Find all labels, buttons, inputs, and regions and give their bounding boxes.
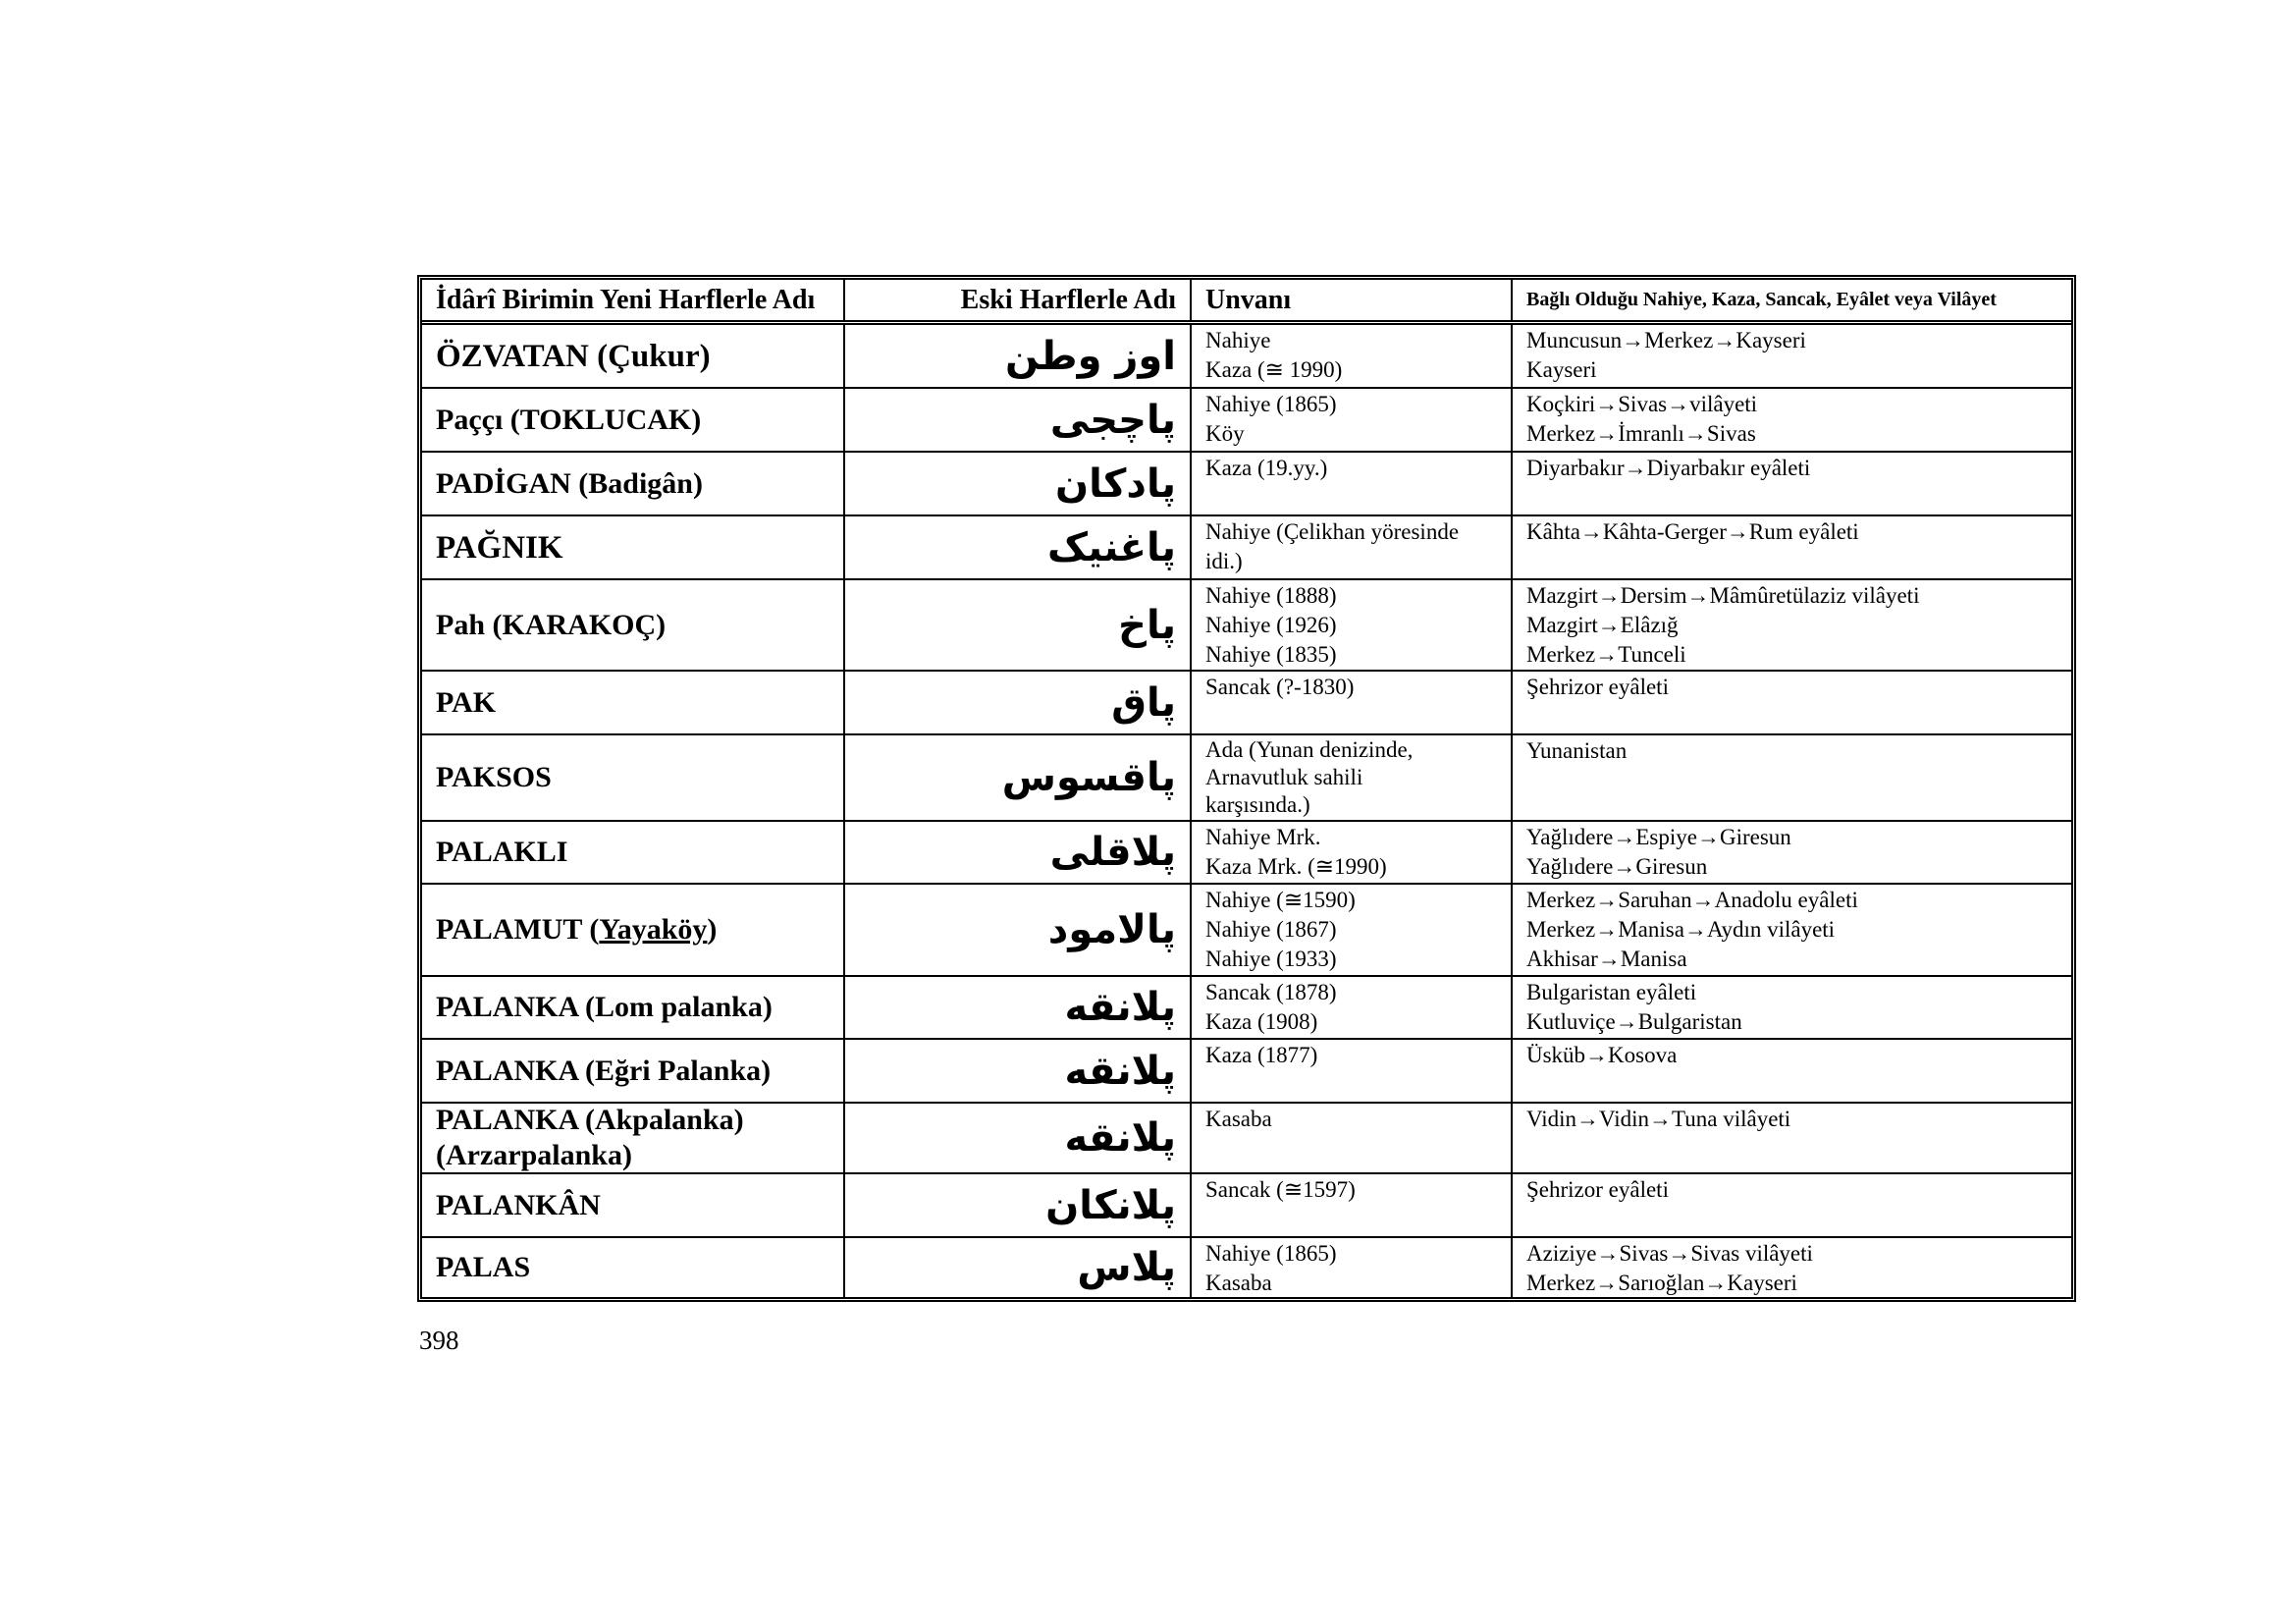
unit-titles: Nahiye Kaza (≅ 1990) [1190, 325, 1511, 387]
unit-name: PALANKÂN [436, 1188, 601, 1221]
data-table [417, 275, 2076, 1302]
unit-titles: Kasaba [1190, 1104, 1511, 1172]
unit-name: PALAKLI [436, 836, 568, 868]
unit-affiliations: Aziziye→Sivas→Sivas vilâyeti Merkez→Sarıoğlan→Kayseri [1511, 1238, 2071, 1297]
unit-name: PALANKA (Akpalanka) (Arzarpalanka) [436, 1104, 744, 1171]
page-number: 398 [419, 1326, 459, 1355]
old-script-name: پلانکان [843, 1174, 1190, 1236]
old-script-name: پاغنيک [843, 516, 1190, 578]
unit-titles: Sancak (≅1597) [1190, 1174, 1511, 1236]
table-row [422, 387, 2071, 451]
unit-titles: Sancak (1878) Kaza (1908) [1190, 977, 1511, 1038]
old-script-name: پلانقه [843, 977, 1190, 1038]
unit-affiliations: Yunanistan [1511, 735, 2071, 820]
unit-affiliations: Şehrizor eyâleti [1511, 1174, 2071, 1236]
unit-affiliations: Şehrizor eyâleti [1511, 672, 2071, 733]
unit-affiliations: Koçkiri→Sivas→vilâyeti Merkez→İmranlı→Sivas [1511, 389, 2071, 451]
table-row [422, 1102, 2071, 1172]
unit-affiliations: Mazgirt→Dersim→Mâmûretülaziz vilâyeti Mazgirt→Elâzığ Merkez→Tunceli [1511, 580, 2071, 670]
header-affiliation: Bağlı Olduğu Nahiye, Kaza, Sancak, Eyâlet veya Vilâyet [1511, 280, 2071, 320]
table-row [422, 578, 2071, 670]
unit-name: PAK [436, 685, 497, 719]
unit-name: PALANKA (Eğri Palanka) [436, 1054, 772, 1087]
header-old-script: Eski Harflerle Adı [843, 280, 1190, 320]
unit-titles: Nahiye (1888) Nahiye (1926) Nahiye (1835) [1190, 580, 1511, 670]
old-script-name: پادکان [843, 453, 1190, 514]
table-header-row [422, 280, 2071, 325]
unit-titles: Nahiye (1865) Kasaba [1190, 1238, 1511, 1297]
old-script-name: پاچجى [843, 389, 1190, 451]
table-row [422, 451, 2071, 514]
unit-titles: Kaza (19.yy.) [1190, 453, 1511, 514]
unit-affiliations: Merkez→Saruhan→Anadolu eyâleti Merkez→Manisa→Aydın vilâyeti Akhisar→Manisa [1511, 885, 2071, 975]
unit-affiliations: Üsküb→Kosova [1511, 1040, 2071, 1102]
unit-name: PALAS [436, 1251, 531, 1283]
unit-titles: Nahiye Mrk. Kaza Mrk. (≅1990) [1190, 822, 1511, 883]
old-script-name: پاخ [843, 580, 1190, 670]
table-row [422, 325, 2071, 387]
old-script-name: اوز وطن [843, 325, 1190, 387]
unit-name: PADİGAN (Badigân) [436, 466, 703, 500]
unit-affiliations: Bulgaristan eyâleti Kutluviçe→Bulgaristan [1511, 977, 2071, 1038]
unit-name: PALAMUT (Yayaköy) [436, 913, 718, 946]
unit-titles: Kaza (1877) [1190, 1040, 1511, 1102]
unit-affiliations: Vidin→Vidin→Tuna vilâyeti [1511, 1104, 2071, 1172]
old-script-name: پلانقه [843, 1040, 1190, 1102]
header-title: Unvanı [1190, 280, 1511, 320]
old-script-name: پاق [843, 672, 1190, 733]
table-row [422, 1172, 2071, 1236]
table-row [422, 1038, 2071, 1102]
unit-titles: Sancak (?-1830) [1190, 672, 1511, 733]
header-name: İdârî Birimin Yeni Harflerle Adı [436, 284, 816, 315]
old-script-name: پلاقلى [843, 822, 1190, 883]
table-row [422, 514, 2071, 578]
table-row [422, 733, 2071, 820]
old-script-name: پلاس [843, 1238, 1190, 1297]
unit-affiliations: Kâhta→Kâhta-Gerger→Rum eyâleti [1511, 516, 2071, 578]
unit-titles: Nahiye (1865) Köy [1190, 389, 1511, 451]
unit-name: ÖZVATAN (Çukur) [436, 338, 711, 374]
table-row [422, 670, 2071, 733]
old-script-name: پلانقه [843, 1104, 1190, 1172]
unit-titles: Ada (Yunan denizinde, Arnavutluk sahili karşısında.) [1190, 735, 1511, 820]
unit-name: PALANKA (Lom palanka) [436, 991, 773, 1023]
unit-name: PAĞNIK [436, 529, 563, 566]
unit-titles: Nahiye (Çelikhan yöresinde idi.) [1190, 516, 1511, 578]
unit-affiliations: Muncusun→Merkez→Kayseri Kayseri [1511, 325, 2071, 387]
unit-name: Paççı (TOKLUCAK) [436, 403, 702, 436]
unit-name: PAKSOS [436, 761, 552, 793]
table-row [422, 883, 2071, 975]
unit-affiliations: Diyarbakır→Diyarbakır eyâleti [1511, 453, 2071, 514]
table-row [422, 975, 2071, 1038]
unit-affiliations: Yağlıdere→Espiye→Giresun Yağlıdere→Giresun [1511, 822, 2071, 883]
old-script-name: پاقسوس [843, 735, 1190, 820]
table-row [422, 820, 2071, 883]
unit-name: Pah (KARAKOÇ) [436, 608, 667, 641]
old-script-name: پالاموﺩ [843, 885, 1190, 975]
table-row [422, 1236, 2071, 1297]
unit-titles: Nahiye (≅1590) Nahiye (1867) Nahiye (1933) [1190, 885, 1511, 975]
